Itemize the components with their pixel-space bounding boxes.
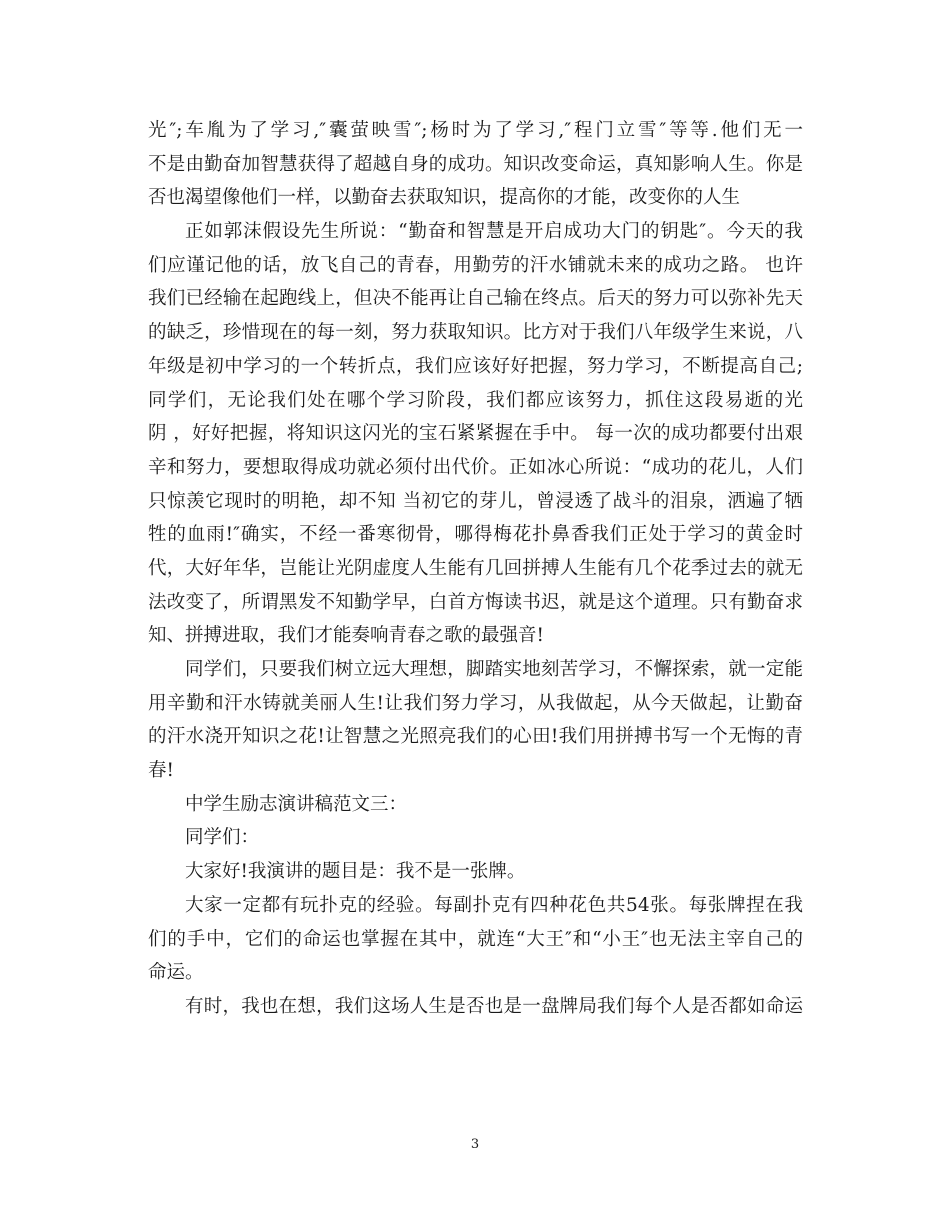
text-line: 命运。 [148, 962, 204, 984]
paragraph-first-line: 有时，我也在想，我们这场人生是否也是一盘牌局我们每个人是否都如命运 [185, 995, 803, 1017]
text-line: 法改变了，所谓黑发不知勤学早，白首方悔读书迟，就是这个道理。只有勤奋求 [148, 591, 803, 613]
section-heading: 中学生励志演讲稿范文三： [185, 793, 408, 815]
text-line: 同学们，无论我们处在哪个学习阶段，我们都应该努力，抓住这段易逝的光 [148, 389, 803, 411]
text-line: 年级是初中学习的一个转折点，我们应该好好把握，努力学习，不断提高自己; [148, 355, 803, 377]
text-line: 春! [148, 760, 174, 782]
text-line: 否也渴望像他们一样，以勤奋去获取知识，提高你的才能，改变你的人生 [148, 187, 741, 209]
text-line: 辛和努力，要想取得成功就必须付出代价。正如冰心所说：“成功的花儿，人们 [148, 456, 803, 478]
text-line: 的缺乏，珍惜现在的每一刻，努力获取知识。比方对于我们八年级学生来说，八 [148, 322, 803, 344]
text-line: 用辛勤和汗水铸就美丽人生!让我们努力学习，从我做起，从今天做起，让勤奋 [148, 692, 803, 714]
text-line: 阴 ，好好把握，将知识这闪光的宝石紧紧握在手中。 每一次的成功都要付出艰 [148, 423, 803, 445]
text-line: 牲的血雨!″确实，不经一番寒彻骨，哪得梅花扑鼻香我们正处于学习的黄金时 [148, 524, 803, 546]
paragraph-first-line: 大家一定都有玩扑克的经验。每副扑克有四种花色共54张。每张牌捏在我 [185, 894, 803, 916]
text-line: 们应谨记他的话，放飞自己的青春，用勤劳的汗水铺就未来的成功之路。 也许 [148, 254, 803, 276]
salutation: 同学们： [185, 827, 260, 849]
page-number: 3 [470, 1137, 480, 1152]
text-line: 们的手中，它们的命运也掌握在其中，就连“大王″和“小王″也无法主宰自己的 [148, 928, 803, 950]
text-line: 不是由勤奋加智慧获得了超越自身的成功。知识改变命运，真知影响人生。你是 [148, 153, 803, 175]
paragraph-first-line: 同学们，只要我们树立远大理想，脚踏实地刻苦学习，不懈探索，就一定能 [185, 659, 803, 680]
paragraph-first-line: 大家好!我演讲的题目是：我不是一张牌。 [185, 861, 526, 883]
text-line: 只惊羡它现时的明艳，却不知 当初它的芽儿，曾浸透了战斗的泪泉，洒遍了牺 [148, 490, 803, 512]
text-line: 的汗水浇开知识之花!让智慧之光照亮我们的心田!我们用拼搏书写一个无悔的青 [148, 726, 803, 748]
text-line: 我们已经输在起跑线上，但决不能再让自己输在终点。后天的努力可以弥补先天 [148, 288, 803, 310]
text-line: 知、拼搏进取，我们才能奏响青春之歌的最强音! [148, 625, 544, 647]
text-line: 光″;车胤为了学习,″囊萤映雪″;杨时为了学习,″程门立雪″等等.他们无一 [148, 120, 803, 141]
text-line: 代，大好年华，岂能让光阴虚度人生能有几回拼搏人生能有几个花季过去的就无 [148, 557, 803, 579]
paragraph-first-line: 正如郭沫假设先生所说：“勤奋和智慧是开启成功大门的钥匙″。今天的我 [185, 221, 803, 243]
document-body [148, 114, 803, 1024]
